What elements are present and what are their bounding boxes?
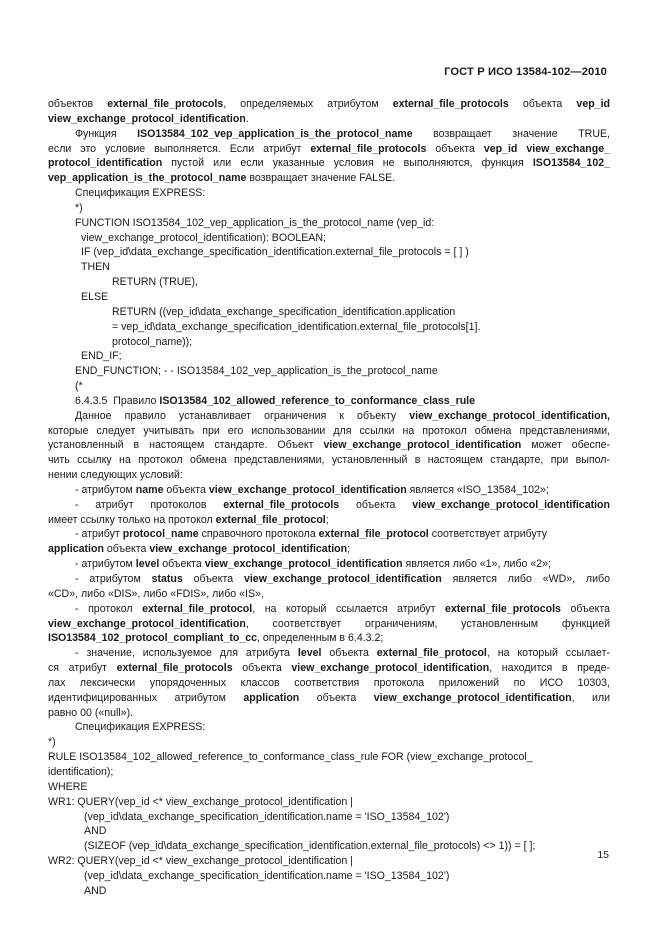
text-run: *) xyxy=(48,736,56,749)
text-run: , на который ссылается атрибут xyxy=(252,602,445,615)
text-run: RETURN ((vep_id\data_exchange_specification_identification.application xyxy=(112,305,456,318)
text-run: identification); xyxy=(48,765,114,778)
text-run: , определенным в 6.4.3.2; xyxy=(257,632,384,645)
text-line xyxy=(48,483,610,498)
bold-term: view_exchange_protocol_identification xyxy=(149,543,348,556)
text-line xyxy=(48,186,610,201)
text-line xyxy=(48,379,610,394)
text-run: объекта xyxy=(159,558,205,571)
text-line xyxy=(48,572,610,587)
text-line xyxy=(48,290,610,305)
text-line xyxy=(48,513,610,528)
text-line xyxy=(48,706,610,721)
text-run: справочного протокола xyxy=(198,528,319,541)
text-run: - атрибутом xyxy=(75,483,136,496)
text-line xyxy=(48,156,610,171)
text-line xyxy=(48,765,610,780)
bold-term: application xyxy=(243,691,300,704)
text-run: - атрибутом xyxy=(75,558,136,571)
text-line xyxy=(48,824,610,839)
text-run: «CD», либо «DIS», либо «FDIS», либо «IS», xyxy=(48,587,264,600)
text-line xyxy=(48,409,610,424)
bold-term: view_exchange_protocol_identification xyxy=(48,112,246,125)
standard-header: ГОСТ Р ИСО 13584-102—2010 xyxy=(444,66,607,78)
page-number: 15 xyxy=(597,849,609,861)
text-run: IF (vep_id\data_exchange_specification_identification.external_file_protocols = [ ] ) xyxy=(81,246,469,259)
text-line xyxy=(48,394,610,409)
bold-term: name xyxy=(135,483,164,496)
text-line xyxy=(48,839,610,854)
text-run: - атрибут протоколов xyxy=(75,498,224,511)
text-run: имеет ссылку только на протокол xyxy=(48,513,216,526)
text-line xyxy=(48,884,610,899)
text-line xyxy=(48,127,610,142)
text-line xyxy=(48,810,610,825)
bold-term: external_file_protocols xyxy=(107,98,224,110)
text-line xyxy=(48,854,610,869)
text-run: WR2: QUERY(vep_id <* view_exchange_protocol_identification | xyxy=(48,855,353,868)
text-run: (vep_id\data_exchange_specification_identification.name = 'ISO_13584_102') xyxy=(84,810,450,823)
text-run: = vep_id\data_exchange_specification_identification.external_file_protocols[1]. xyxy=(112,320,481,333)
bold-term: view_exchange_protocol_identification xyxy=(208,483,407,496)
text-line xyxy=(48,498,610,513)
text-run: , на который ссылает- xyxy=(486,647,610,660)
text-line xyxy=(48,364,610,379)
document-body xyxy=(48,97,610,899)
text-run: объекта xyxy=(182,573,244,585)
text-run: возвращает значение TRUE, xyxy=(412,127,610,140)
text-run: , или xyxy=(571,691,611,704)
bold-term: external_file_protocols xyxy=(223,498,340,511)
text-run: WR1: QUERY(vep_id <* view_exchange_protocol_identification | xyxy=(48,795,353,808)
bold-term: protocol_identification xyxy=(48,157,163,170)
text-line xyxy=(48,349,610,364)
bold-term: vep_application_is_the_protocol_name xyxy=(48,172,247,185)
text-line xyxy=(48,750,610,765)
text-line xyxy=(48,468,610,483)
bold-term: protocol_name xyxy=(122,528,199,541)
bold-term: external_file_protocol xyxy=(215,513,326,526)
text-run: RETURN (TRUE), xyxy=(112,276,198,289)
text-line xyxy=(48,171,610,186)
bold-term: view_exchange_protocol_identification xyxy=(48,617,246,630)
text-run: объекта xyxy=(321,647,377,660)
bold-term: ISO13584_102_ xyxy=(532,157,610,170)
bold-term: external_file_protocol xyxy=(376,647,487,660)
text-line xyxy=(48,720,610,735)
bold-term: vep_id xyxy=(576,98,610,110)
bold-term: external_file_protocol xyxy=(318,528,429,541)
text-line xyxy=(48,438,610,453)
text-run: WHERE xyxy=(48,780,88,793)
text-run: объекта xyxy=(299,691,374,704)
text-line xyxy=(48,646,610,661)
text-run: нении следующих условий: xyxy=(48,469,183,482)
text-line xyxy=(48,676,610,691)
text-run: объекта xyxy=(426,142,484,155)
text-line xyxy=(48,602,610,617)
text-line xyxy=(48,142,610,157)
text-line xyxy=(48,557,610,572)
text-run: установленный в настоящем стандарте. Объект xyxy=(48,439,324,452)
text-run: 6.4.3.5 Правило xyxy=(75,394,160,407)
text-run: которые следует учитывать при его использовании для ссылки на протокол обмена представлениями, xyxy=(48,424,610,437)
text-line xyxy=(48,527,610,542)
text-run: объекта xyxy=(232,662,292,675)
bold-term: ISO13584_102_vep_application_is_the_protocol_name xyxy=(137,127,413,140)
bold-term: external_file_protocols xyxy=(392,98,509,110)
text-line xyxy=(48,216,610,231)
bold-term: external_file_protocol xyxy=(142,602,253,615)
bold-term: external_file_protocols xyxy=(444,602,561,615)
text-line xyxy=(48,97,610,112)
text-line xyxy=(48,661,610,676)
text-run: END_FUNCTION; - - ISO13584_102_vep_application_is_the_protocol_name xyxy=(75,365,438,378)
text-run: объектов xyxy=(48,98,108,110)
text-line xyxy=(48,201,610,216)
bold-term: view_exchange_protocol_identification xyxy=(243,573,442,585)
text-run: (* xyxy=(75,380,83,393)
text-run: чить ссылку на протокол обмена представлениями, установленный в настоящем стандарте, при выпол- xyxy=(48,454,610,467)
text-run: лах лексически упорядоченных классов соответствия протокола приложений по ИСО 10303, xyxy=(48,676,610,689)
text-line xyxy=(48,245,610,260)
text-run: FUNCTION ISO13584_102_vep_application_is_the_protocol_name (vep_id: xyxy=(75,216,435,229)
text-run: AND xyxy=(84,884,107,897)
text-run: объекта xyxy=(163,483,209,496)
text-line xyxy=(48,869,610,884)
text-run: равно 00 («null»). xyxy=(48,706,134,719)
bold-term: view_exchange_protocol_identification, xyxy=(409,409,610,422)
text-line xyxy=(48,320,610,335)
bold-term: view_exchange_protocol_identification xyxy=(412,498,611,511)
text-run: AND xyxy=(84,825,107,838)
text-run: объекта xyxy=(560,602,610,615)
bold-term: vep_id view_exchange_ xyxy=(483,142,610,155)
text-run: RULE ISO13584_102_allowed_reference_to_conformance_class_rule FOR (view_exchange_protocol_ xyxy=(48,751,533,764)
text-run: является «ISO_13584_102»; xyxy=(406,483,549,496)
bold-term: view_exchange_protocol_identification xyxy=(373,691,572,704)
text-run: view_exchange_protocol_identification): BOOLEAN; xyxy=(81,231,326,244)
text-line xyxy=(48,305,610,320)
bold-term: status xyxy=(151,573,183,585)
text-line xyxy=(48,735,610,750)
text-line xyxy=(48,112,610,127)
text-run: ; xyxy=(325,513,329,526)
text-run: Данное правило устанавливает ограничения к объекту xyxy=(75,409,410,422)
text-run: - протокол xyxy=(75,602,143,615)
text-run: protocol_name)); xyxy=(112,335,193,348)
text-run: END_IF; xyxy=(81,350,122,363)
text-line xyxy=(48,424,610,439)
text-run: , соответствует ограничениям, установленным функцией xyxy=(245,617,610,630)
bold-term: ISO13584_102_protocol_compliant_to_cc xyxy=(48,632,258,645)
text-run: объекта xyxy=(103,543,150,556)
text-run: пустой или если указанные условия не выполняются, функция xyxy=(162,157,533,170)
text-line xyxy=(48,795,610,810)
text-run: - атрибут xyxy=(75,528,123,541)
text-run: , определяемых атрибутом xyxy=(223,98,393,110)
text-run: . xyxy=(245,112,249,125)
bold-term: level xyxy=(297,647,322,660)
text-line xyxy=(48,617,610,632)
text-line xyxy=(48,335,610,350)
bold-term: ISO13584_102_allowed_reference_to_conformance_class_rule xyxy=(159,394,476,407)
text-line xyxy=(48,780,610,795)
text-line xyxy=(48,275,610,290)
text-run: если это условие выполняется. Если атрибут xyxy=(48,142,311,155)
text-run: Спецификация EXPRESS: xyxy=(75,187,206,200)
text-line xyxy=(48,691,610,706)
bold-term: external_file_protocols xyxy=(310,142,427,155)
text-run: (SIZEOF (vep_id\data_exchange_specification_identification.external_file_protocols) <> 1)) = [ ]; xyxy=(84,840,536,853)
text-run: - атрибутом xyxy=(75,573,152,585)
bold-term: view_exchange_protocol_identification xyxy=(323,439,522,452)
bold-term: view_exchange_protocol_identification xyxy=(204,558,403,571)
text-run: возвращает значение FALSE. xyxy=(246,172,396,185)
text-run: ; xyxy=(347,543,351,556)
text-run: *) xyxy=(75,201,83,214)
text-run: может обеспе- xyxy=(521,439,610,452)
text-run: является либо «1», либо «2»; xyxy=(402,558,551,571)
text-run: соответствует атрибуту xyxy=(428,528,548,541)
text-run: THEN xyxy=(81,261,110,274)
text-line xyxy=(48,453,610,468)
text-run: Функция xyxy=(75,127,138,140)
text-run: - значение, используемое для атрибута xyxy=(75,647,298,660)
text-run: ELSE xyxy=(81,290,109,303)
bold-term: view_exchange_protocol_identification xyxy=(291,662,490,675)
bold-term: level xyxy=(135,558,160,571)
text-line xyxy=(48,587,610,602)
text-run: объекта xyxy=(339,498,413,511)
text-line xyxy=(48,631,610,646)
text-line xyxy=(48,542,610,557)
text-run: , находится в преде- xyxy=(489,662,610,675)
text-line xyxy=(48,231,610,246)
text-line xyxy=(48,260,610,275)
text-run: является либо «WD», либо xyxy=(441,573,610,585)
text-run: (vep_id\data_exchange_specification_identification.name = 'ISO_13584_102') xyxy=(84,869,450,882)
text-run: Спецификация EXPRESS: xyxy=(75,721,206,734)
text-run: ся атрибут xyxy=(48,662,117,675)
bold-term: application xyxy=(48,543,104,556)
bold-term: external_file_protocols xyxy=(116,662,233,675)
text-run: объекта xyxy=(508,98,577,110)
text-run: идентифицированных атрибутом xyxy=(48,691,244,704)
